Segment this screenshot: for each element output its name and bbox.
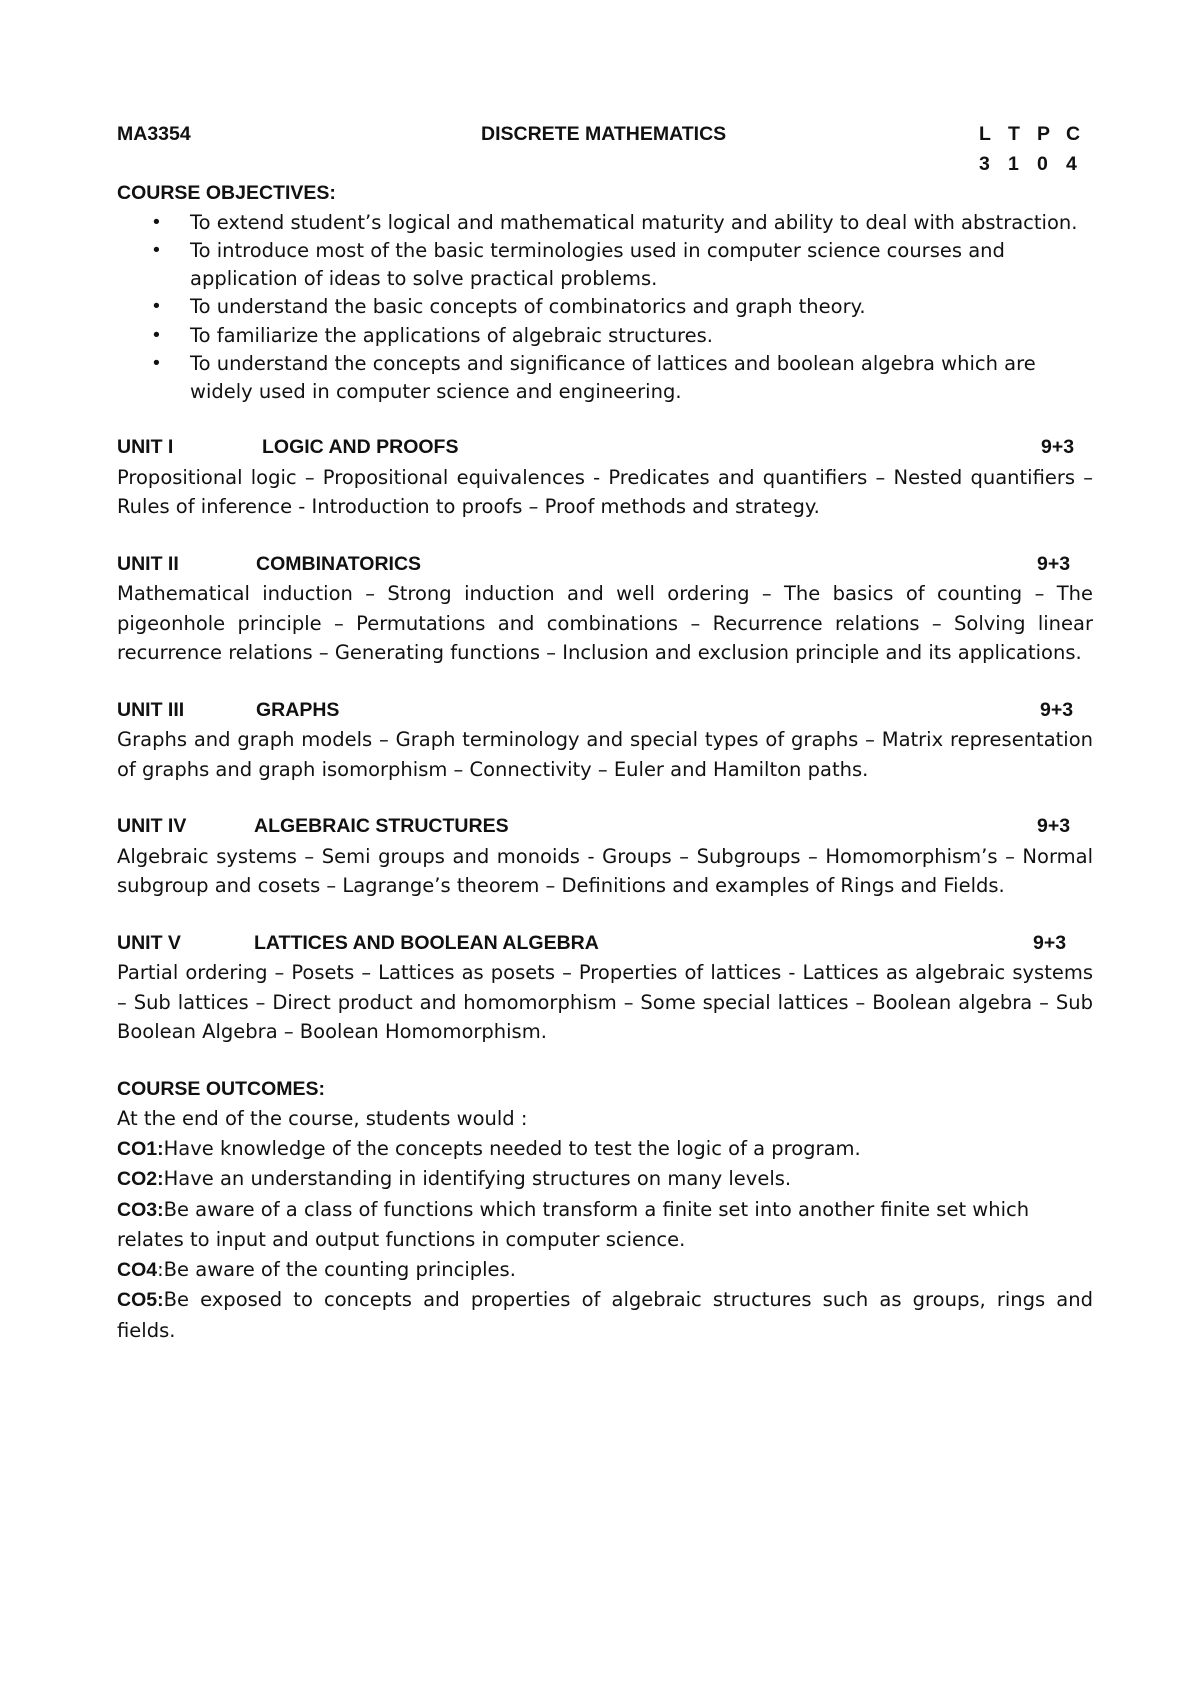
outcome-label: CO1:: [117, 1137, 164, 1160]
objective-item: [117, 322, 1093, 350]
outcome-item: [117, 1134, 1093, 1165]
unit-body: Mathematical induction – Strong induction and well ordering – The basics of counting – The pigeonhole principle – Permutations and combinations – Recurrence relations – Solving linear recurrence relations – Generating functions – Inclusion and exclusion principle and its applications.: [117, 582, 1093, 664]
objective-text: To understand the concepts and significance of lattices and boolean algebra which are widely used in computer science and engineering.: [190, 352, 1036, 403]
objectives-list: [117, 209, 1093, 406]
ltpc-label-l: L: [979, 123, 991, 145]
unit-body: Graphs and graph models – Graph terminology and special types of graphs – Matrix representation of graphs and graph isomorphism – Connectivity – Euler and Hamilton paths.: [117, 728, 1093, 781]
bullet-icon: •: [153, 323, 160, 346]
bullet-icon: •: [153, 352, 160, 374]
ltpc-values: [979, 150, 1095, 180]
outcomes-heading: COURSE OUTCOMES:: [117, 1077, 326, 1100]
outcome-label: CO5:: [117, 1289, 164, 1311]
outcome-item: [117, 1164, 1093, 1195]
unit-heading: [117, 812, 1093, 842]
ltpc-labels: [979, 120, 1095, 150]
objective-item: [117, 237, 1093, 292]
objective-text: To introduce most of the basic terminologies used in computer science courses and application of ideas to solve practical problems.: [190, 239, 1005, 290]
unit-title: LATTICES AND BOOLEAN ALGEBRA: [254, 931, 599, 954]
outcome-text: Be exposed to concepts and properties of algebraic structures such as groups, rings and fields.: [117, 1288, 1093, 1342]
unit-heading: [117, 433, 1093, 463]
outcome-label: CO4: [117, 1258, 158, 1281]
ltpc-values-row: [117, 150, 1093, 180]
objective-item: [117, 350, 1093, 405]
unit-heading: [117, 696, 1093, 726]
unit-hours: 9+3: [1040, 698, 1074, 721]
unit-body: Partial ordering – Posets – Lattices as posets – Properties of lattices - Lattices as algebraic systems – Sub lattices – Direct product and homomorphism – Some special lattices – Boolean algebra – Sub Boolean Algebra – Boolean Homomorphism.: [117, 961, 1093, 1043]
ltpc-label-c: C: [1066, 123, 1081, 145]
outcome-label: CO3:: [117, 1198, 164, 1221]
outcome-item: [117, 1285, 1093, 1345]
unit-4: [117, 812, 1093, 901]
objectives-heading: COURSE OBJECTIVES:: [117, 182, 336, 204]
bullet-icon: •: [153, 210, 160, 233]
unit-body: Propositional logic – Propositional equivalences - Predicates and quantifiers – Nested quantifiers – Rules of inference - Introduction to proofs – Proof methods and strategy.: [117, 465, 1093, 518]
unit-number: UNIT V: [117, 931, 181, 954]
outcome-text: Have an understanding in identifying structures on many levels.: [163, 1167, 792, 1190]
ltpc-value-c: 4: [1066, 152, 1077, 175]
objective-item: [117, 209, 1093, 237]
unit-hours: 9+3: [1037, 815, 1071, 837]
unit-number: UNIT I: [117, 436, 174, 458]
outcomes-intro: At the end of the course, students would :: [117, 1107, 528, 1130]
unit-title: ALGEBRAIC STRUCTURES: [254, 815, 509, 837]
objective-item: [117, 293, 1093, 321]
objective-text: To extend student’s logical and mathematical maturity and ability to deal with abstraction.: [190, 210, 1078, 234]
ltpc-value-l: 3: [979, 152, 990, 175]
ltpc-label-p: P: [1037, 123, 1051, 145]
unit-hours: 9+3: [1033, 931, 1067, 954]
objective-text: To familiarize the applications of algebraic structures.: [190, 323, 713, 347]
unit-heading: [117, 929, 1093, 959]
course-outcomes: [117, 1075, 1093, 1346]
unit-5: [117, 929, 1093, 1047]
outcome-item: [117, 1255, 1093, 1286]
unit-number: UNIT III: [117, 698, 185, 721]
outcome-text: Have knowledge of the concepts needed to test the logic of a program.: [163, 1136, 861, 1160]
ltpc-value-p: 0: [1037, 152, 1048, 175]
course-title: DISCRETE MATHEMATICS: [481, 123, 727, 145]
unit-2: [117, 550, 1093, 668]
unit-hours: 9+3: [1037, 552, 1071, 575]
outcome-item: [117, 1195, 1093, 1255]
bullet-icon: •: [153, 239, 160, 261]
syllabus-content: [117, 120, 1093, 1345]
unit-number: UNIT II: [117, 552, 179, 575]
objective-text: To understand the basic concepts of combinatorics and graph theory.: [190, 295, 866, 318]
ltpc-value-t: 1: [1008, 152, 1019, 175]
unit-heading: [117, 550, 1093, 580]
unit-number: UNIT IV: [117, 815, 187, 837]
unit-title: COMBINATORICS: [256, 552, 422, 575]
unit-title: GRAPHS: [256, 698, 340, 721]
outcome-text: :Be aware of the counting principles.: [157, 1257, 516, 1281]
bullet-icon: •: [153, 295, 160, 317]
unit-3: [117, 696, 1093, 785]
course-header: [117, 120, 1093, 150]
unit-hours: 9+3: [1041, 436, 1075, 458]
unit-1: [117, 433, 1093, 522]
unit-body: Algebraic systems – Semi groups and monoids - Groups – Subgroups – Homomorphism’s – Normal subgroup and cosets – Lagrange’s theorem – Definitions and examples of Rings and Fields.: [117, 844, 1093, 897]
unit-title: LOGIC AND PROOFS: [262, 436, 459, 458]
course-code: MA3354: [117, 123, 191, 145]
outcome-text: Be aware of a class of functions which transform a finite set into another finite set which relates to input and output functions in computer science.: [117, 1197, 1030, 1251]
ltpc-label-t: T: [1008, 123, 1020, 145]
outcome-label: CO2:: [117, 1168, 164, 1190]
